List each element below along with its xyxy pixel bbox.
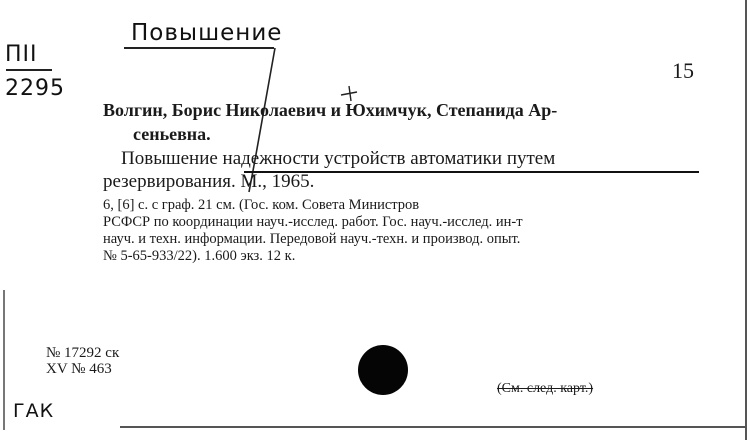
shelf-mark-line1: ПII: [5, 42, 38, 67]
description-line: науч. и техн. информации. Передовой науч.-техн. и производ. опыт.: [103, 231, 521, 247]
handwritten-heading: Повышение: [131, 20, 283, 46]
page-number: 15: [672, 58, 694, 83]
authors-line2: сеньевна.: [133, 124, 211, 144]
shelf-mark-line2: 2295: [5, 76, 65, 101]
shelf-mark-underline: [6, 69, 52, 71]
authors-line1: Волгин, Борис Николаевич и Юхимчук, Степанида Ар-: [103, 100, 558, 120]
description-line: РСФСР по координации науч.-исслед. работ. Гос. науч.-исслед. ин-т: [103, 214, 523, 230]
title-line1: Повышение надежности устройств автоматики путем: [121, 148, 556, 169]
punch-hole: [358, 345, 408, 395]
accession-number: № 17292 ск: [46, 345, 120, 361]
description-line: 6, [6] с. с граф. 21 см. (Гос. ком. Совета Министров: [103, 197, 420, 213]
stamp: ГАК: [13, 400, 55, 422]
accession-number-2: XV № 463: [46, 361, 112, 377]
title-line2: резервирования. М., 1965.: [103, 171, 315, 192]
handwritten-heading-underline: [124, 47, 274, 49]
description-line: № 5-65-933/22). 1.600 экз. 12 к.: [103, 248, 296, 264]
struck-note: (См. след. карт.): [497, 381, 594, 396]
